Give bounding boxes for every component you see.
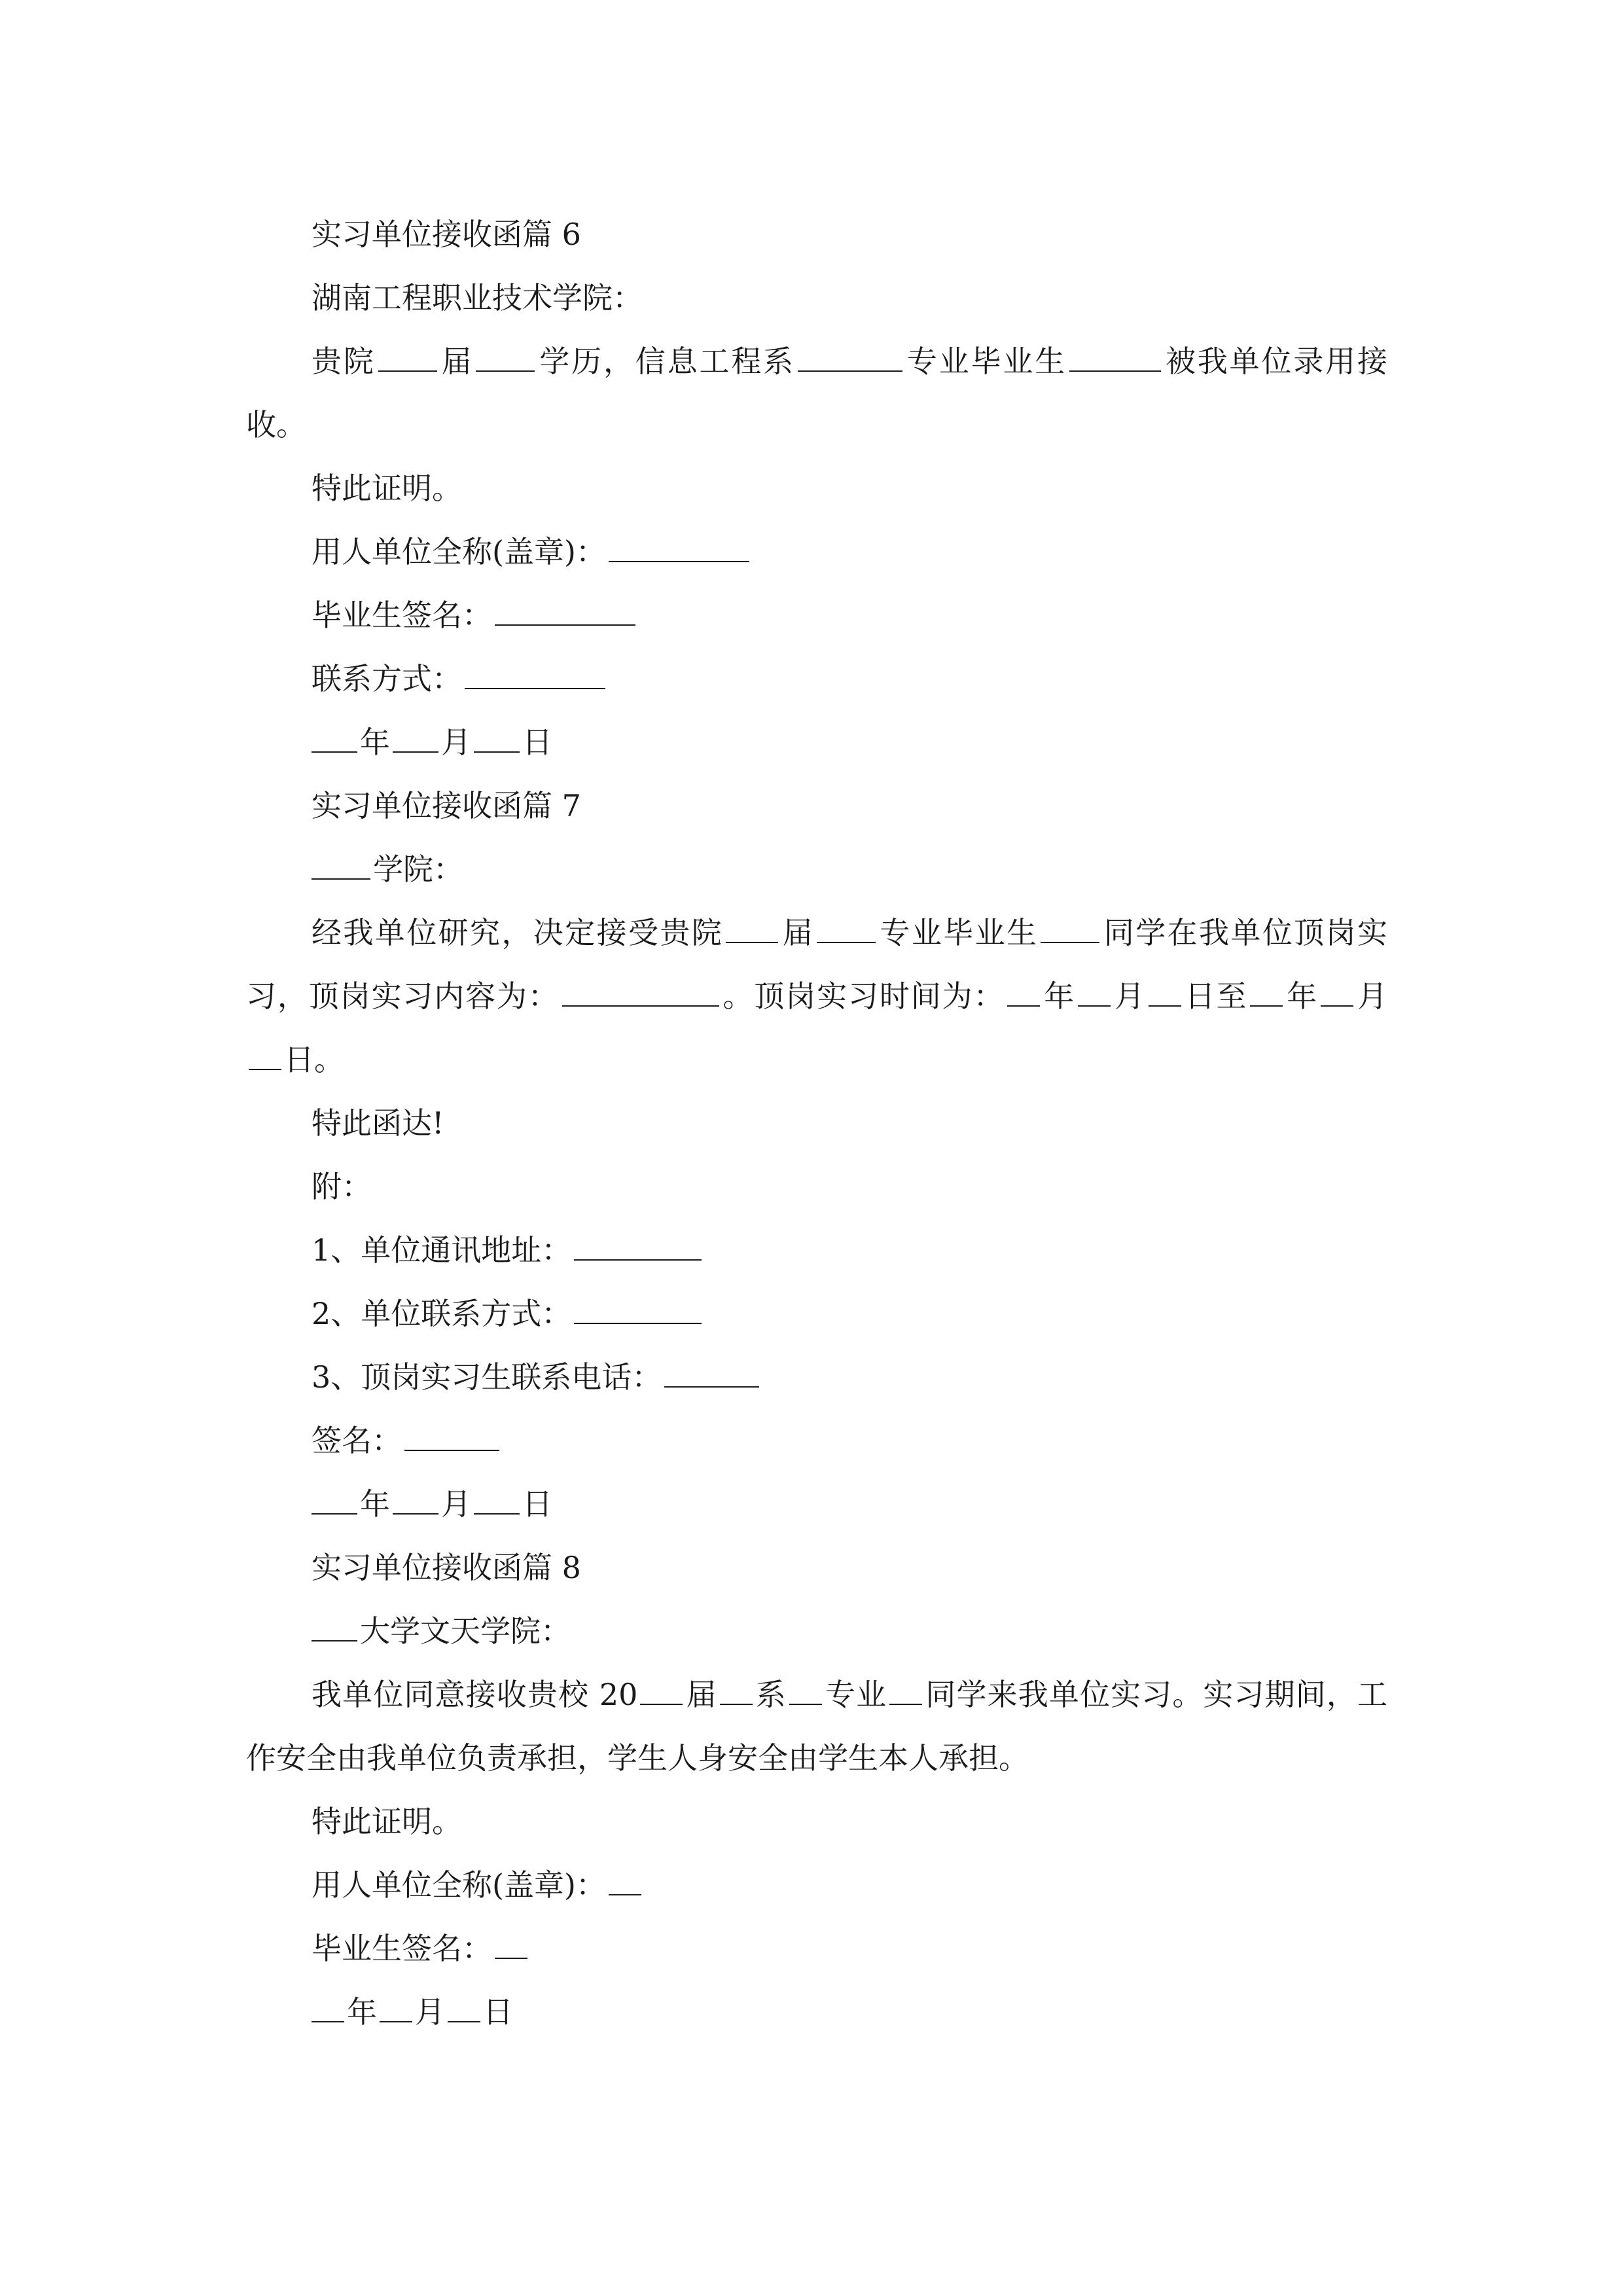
blank-department-field	[720, 1674, 753, 1705]
section8-employer-line: 用人单位全称(盖章)：	[246, 1854, 1387, 1917]
blank-year-field	[378, 340, 437, 372]
blank-major-field	[789, 1674, 822, 1705]
section7-closing: 特此函达!	[312, 1105, 444, 1141]
blank-student-field	[1041, 912, 1099, 943]
section7-title: 实习单位接收函篇 7	[312, 788, 581, 823]
blank-employer-field	[609, 531, 749, 562]
blank-address-field	[574, 1229, 702, 1261]
section8-title: 实习单位接收函篇 8	[312, 1550, 581, 1585]
blank-month	[380, 1991, 412, 2022]
section7-date-line: 年 月 日	[246, 1473, 1387, 1536]
blank-year	[312, 1991, 344, 2022]
document-page	[246, 203, 1387, 2044]
section7-addressee: 学院：	[246, 838, 1387, 901]
section6-graduate-sign-line: 毕业生签名：	[246, 584, 1387, 647]
section7-body: 经我单位研究，决定接受贵院 届 专业毕业生 同学在我单位顶岗实习，顶岗实习内容为： 。顶岗实习时间为： 年 月 日至 年 月日。	[246, 901, 1387, 1092]
section7-attach-label: 附：	[312, 1169, 372, 1204]
blank-day	[474, 721, 520, 753]
section6-body: 贵院 届 学历，信息工程系 专业毕业生 被我单位录用接收。	[246, 330, 1387, 457]
section8-certify: 特此证明。	[312, 1804, 462, 1839]
blank-end-day	[249, 1039, 281, 1070]
blank-university-name	[312, 1610, 357, 1641]
section6-contact-line: 联系方式：	[246, 647, 1387, 711]
blank-signature-field	[404, 1420, 499, 1451]
blank-year-field	[726, 912, 778, 943]
section6-addressee: 湖南工程职业技术学院：	[312, 280, 643, 315]
blank-day	[448, 1991, 480, 2022]
blank-signature-field	[495, 594, 635, 626]
blank-name-field	[1069, 340, 1161, 372]
section7-sign-line: 签名：	[246, 1409, 1387, 1473]
section6-employer-line: 用人单位全称(盖章)：	[246, 520, 1387, 584]
section8-addressee: 大学文天学院：	[246, 1600, 1387, 1663]
blank-year-field	[640, 1674, 683, 1705]
section7-item1: 1、单位通讯地址：	[246, 1219, 1387, 1282]
blank-major-field	[798, 340, 902, 372]
blank-contact-field	[465, 658, 605, 689]
section8-date-line: 年 月 日	[246, 1981, 1387, 2044]
blank-month	[393, 1483, 438, 1515]
section6-date-line: 年 月 日	[246, 711, 1387, 774]
blank-major-field	[817, 912, 876, 943]
blank-unit-contact-field	[574, 1293, 702, 1324]
blank-signature-field	[495, 1928, 527, 1959]
section7-item3: 3、顶岗实习生联系电话：	[246, 1346, 1387, 1409]
blank-year	[312, 721, 357, 753]
section6-certify: 特此证明。	[312, 471, 462, 506]
section7-item2: 2、单位联系方式：	[246, 1282, 1387, 1346]
blank-end-month	[1321, 975, 1353, 1007]
blank-content-field	[562, 975, 719, 1007]
blank-end-year	[1250, 975, 1283, 1007]
blank-phone-field	[664, 1356, 759, 1388]
blank-year	[312, 1483, 357, 1515]
blank-day	[474, 1483, 520, 1515]
blank-employer-field	[609, 1864, 641, 1895]
blank-college-name	[312, 848, 370, 880]
section6-title: 实习单位接收函篇 6	[312, 217, 581, 252]
blank-start-year	[1007, 975, 1040, 1007]
blank-start-month	[1078, 975, 1111, 1007]
blank-student-field	[889, 1674, 922, 1705]
blank-start-day	[1149, 975, 1181, 1007]
blank-month	[393, 721, 438, 753]
blank-degree-field	[476, 340, 535, 372]
section8-graduate-sign-line: 毕业生签名：	[246, 1917, 1387, 1981]
section8-body: 我单位同意接收贵校 20 届 系 专业 同学来我单位实习。实习期间，工作安全由我单位负责承担，学生人身安全由学生本人承担。	[246, 1663, 1387, 1790]
